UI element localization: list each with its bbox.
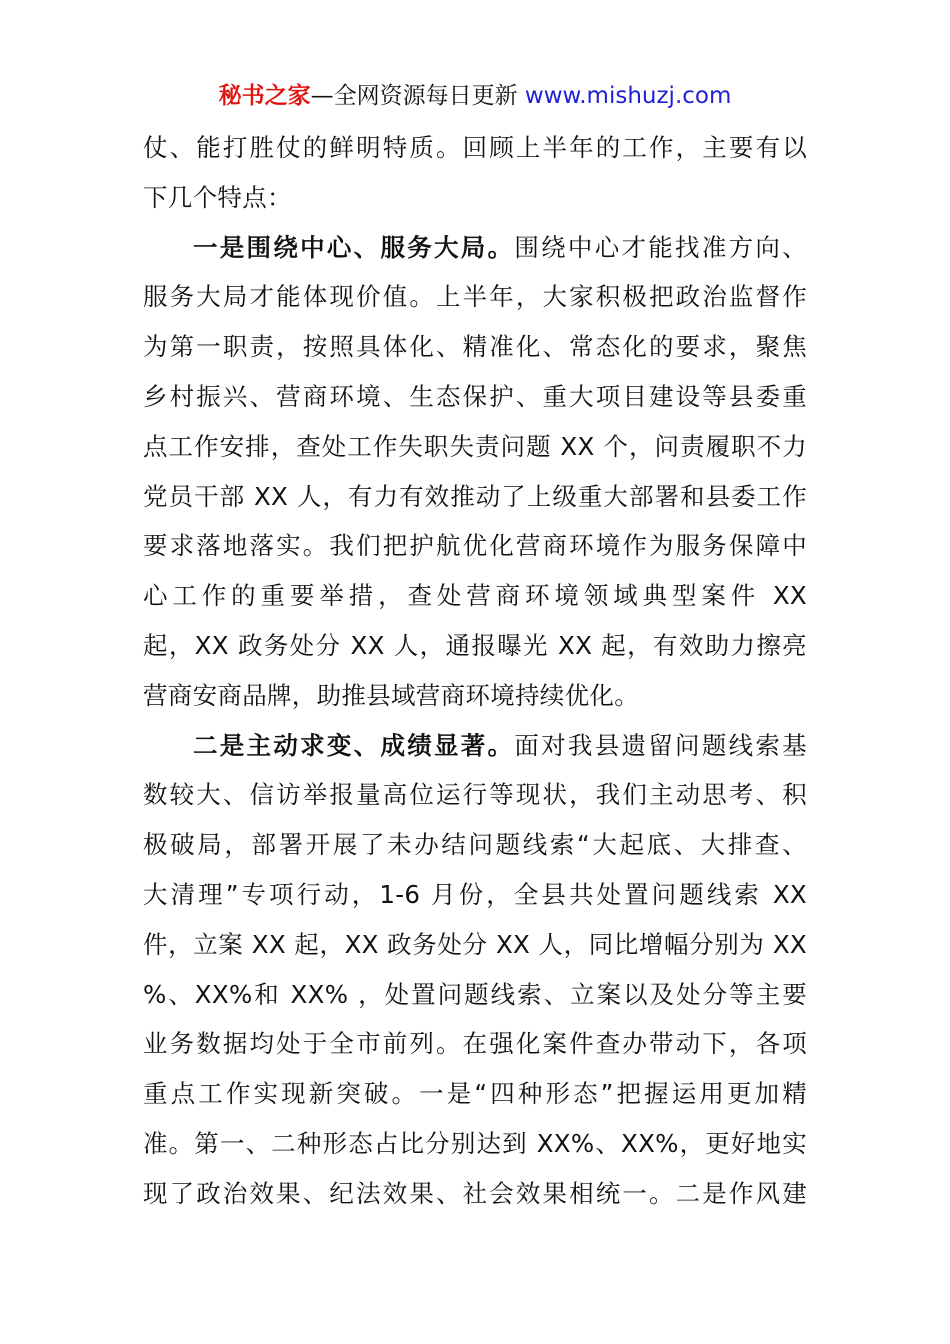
text-line: 心工作的重要举措，查处营商环境领域典型案件 XX (143, 581, 807, 611)
text-line: 重点工作实现新突破。一是“四种形态”把握运用更加精 (143, 1079, 807, 1109)
text-line: 仗、能打胜仗的鲜明特质。回顾上半年的工作，主要有以 (143, 133, 807, 162)
text-line: %、XX%和 XX% ，处置问题线索、立案以及处分等主要 (143, 979, 807, 1009)
text-line: 营商安商品牌，助推县域营商环境持续优化。 (143, 680, 639, 710)
text-run: 面对我县遗留问题线索基 (514, 730, 807, 760)
text-line: 党员干部 XX 人，有力有效推动了上级重大部署和县委工作 (143, 481, 807, 511)
text-line: 为第一职责，按照具体化、精准化、常态化的要求，聚焦 (143, 332, 807, 362)
text-line: 准。第一、二种形态占比分别达到 XX%、XX%，更好地实 (143, 1128, 807, 1158)
document-body (143, 123, 807, 1219)
text-line: 乡村振兴、营商环境、生态保护、重大项目建设等县委重 (143, 381, 807, 411)
text-run: 围绕中心才能找准方向、 (514, 232, 807, 262)
document-header (0, 80, 950, 112)
text-line: 要求落地落实。我们把护航优化营商环境作为服务保障中 (143, 531, 807, 561)
paragraph-heading: 二是主动求变、成绩显著。 (193, 730, 515, 760)
website-link[interactable]: www.mishuzj.com (524, 83, 732, 109)
text-line: 业务数据均处于全市前列。在强化案件查办带动下，各项 (143, 1029, 807, 1059)
text-line (143, 721, 807, 771)
text-line (143, 223, 807, 273)
text-line: 起，XX 政务处分 XX 人，通报曝光 XX 起，有效助力擦亮 (143, 630, 807, 660)
paragraph-heading: 一是围绕中心、服务大局。 (193, 232, 515, 262)
text-line: 点工作安排，查处工作失职失责问题 XX 个，问责履职不力 (143, 431, 807, 461)
header-tagline: 全网资源每日更新 (333, 83, 518, 109)
paragraph (143, 721, 807, 1219)
brand-name: 秘书之家 (218, 83, 311, 109)
text-line: 现了政治效果、纪法效果、社会效果相统一。二是作风建 (143, 1178, 807, 1208)
text-line: 件，立案 XX 起，XX 政务处分 XX 人，同比增幅分别为 XX (143, 929, 807, 959)
text-line: 极破局，部署开展了未办结问题线索“大起底、大排查、 (143, 830, 807, 860)
text-line: 服务大局才能体现价值。上半年，大家积极把政治监督作 (143, 282, 807, 312)
paragraph (143, 123, 807, 223)
text-line: 大清理”专项行动，1-6 月份，全县共处置问题线索 XX (143, 879, 807, 909)
text-line: 数较大、信访举报量高位运行等现状，我们主动思考、积 (143, 780, 807, 810)
text-line: 下几个特点： (143, 182, 292, 212)
paragraph (143, 223, 807, 721)
header-dash: — (310, 83, 334, 109)
